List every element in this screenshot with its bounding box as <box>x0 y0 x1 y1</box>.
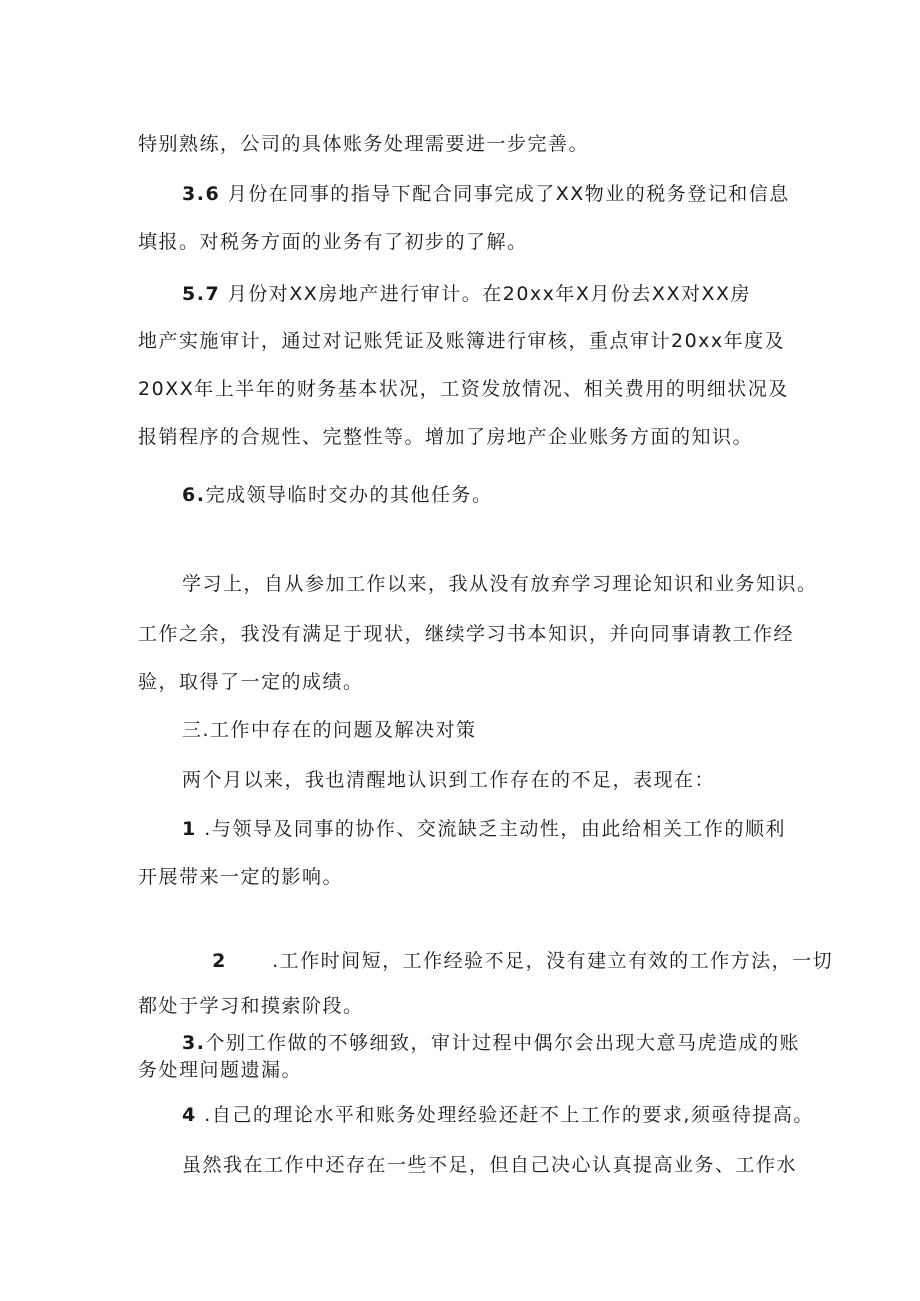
paragraph-line <box>138 131 589 157</box>
item-number: 1 <box>182 818 197 840</box>
line-text: 20XX年上半年的财务基本状况，工资发放情况、相关费用的明细状况及 <box>138 378 789 400</box>
line-text: 月份在同事的指导下配合同事完成了XX物业的税务登记和信息 <box>220 183 790 205</box>
item-number: 5.7 <box>182 283 221 305</box>
paragraph-line <box>138 993 364 1019</box>
line-text: 月份对XX房地产进行审计。在20xx年X月份去XX对XX房 <box>220 283 751 305</box>
line-text: 完成领导临时交办的其他任务。 <box>205 484 493 506</box>
line-text: 报销程序的合规性、完整性等。增加了房地产企业账务方面的知识。 <box>138 426 754 448</box>
line-text: 特别熟练，公司的具体账务处理需要进一步完善。 <box>138 133 590 155</box>
paragraph-line <box>138 669 364 695</box>
item-number: 3.6 <box>182 183 221 205</box>
line-text: 三.工作中存在的问题及解决对策 <box>182 719 477 741</box>
item-number: 4 <box>182 1104 197 1126</box>
line-text: 虽然我在工作中还存在一些不足，但自己决心认真提高业务、工作水 <box>182 1154 798 1176</box>
line-text: 开展带来一定的影响。 <box>138 866 344 888</box>
paragraph-line <box>138 424 753 450</box>
line-text: 填报。对税务方面的业务有了初步的了解。 <box>138 231 528 253</box>
line-text: 学习上，自从参加工作以来，我从没有放弃学习理论知识和业务知识。 <box>182 573 818 595</box>
item-number: 2 <box>212 950 227 972</box>
list-item-3 <box>182 1030 800 1056</box>
line-text: 个别工作做的不够细致，审计过程中偶尔会出现大意马虎造成的账 <box>205 1032 800 1054</box>
list-item-2 <box>182 922 833 1000</box>
line-text: 工作之余，我没有满足于现状，继续学习书本知识，并向同事请教工作经 <box>138 623 795 645</box>
line-text: .工作时间短，工作经验不足，没有建立有效的工作方法，一切 <box>226 950 834 972</box>
list-item-6 <box>182 482 492 508</box>
paragraph-line <box>138 1057 302 1083</box>
paragraph-line <box>182 571 818 597</box>
paragraph-line <box>138 864 343 890</box>
paragraph-line <box>138 621 794 647</box>
paragraph-line <box>138 328 785 354</box>
list-item-4 <box>182 1102 814 1128</box>
list-item-3-6 <box>182 181 790 207</box>
item-number: 6. <box>182 484 206 506</box>
section-heading <box>182 717 477 743</box>
paragraph-line <box>182 767 715 793</box>
line-text: 务处理问题遗漏。 <box>138 1059 303 1081</box>
paragraph-line <box>138 376 789 402</box>
paragraph-line <box>138 229 528 255</box>
item-number: 3. <box>182 1032 206 1054</box>
line-text: 地产实施审计，通过对记账凭证及账簿进行审核，重点审计20xx年度及 <box>138 330 786 352</box>
line-text: .与领导及同事的协作、交流缺乏主动性，由此给相关工作的顺利 <box>196 818 786 840</box>
line-text: 两个月以来，我也清醒地认识到工作存在的不足，表现在： <box>182 769 716 791</box>
list-item-5-7 <box>182 281 751 307</box>
list-item-1 <box>182 816 786 842</box>
line-text: .自己的理论水平和账务处理经验还赶不上工作的要求,须亟待提高。 <box>196 1104 814 1126</box>
line-text: 验，取得了一定的成绩。 <box>138 671 364 693</box>
paragraph-line <box>182 1152 797 1178</box>
line-text: 都处于学习和摸索阶段。 <box>138 995 364 1017</box>
